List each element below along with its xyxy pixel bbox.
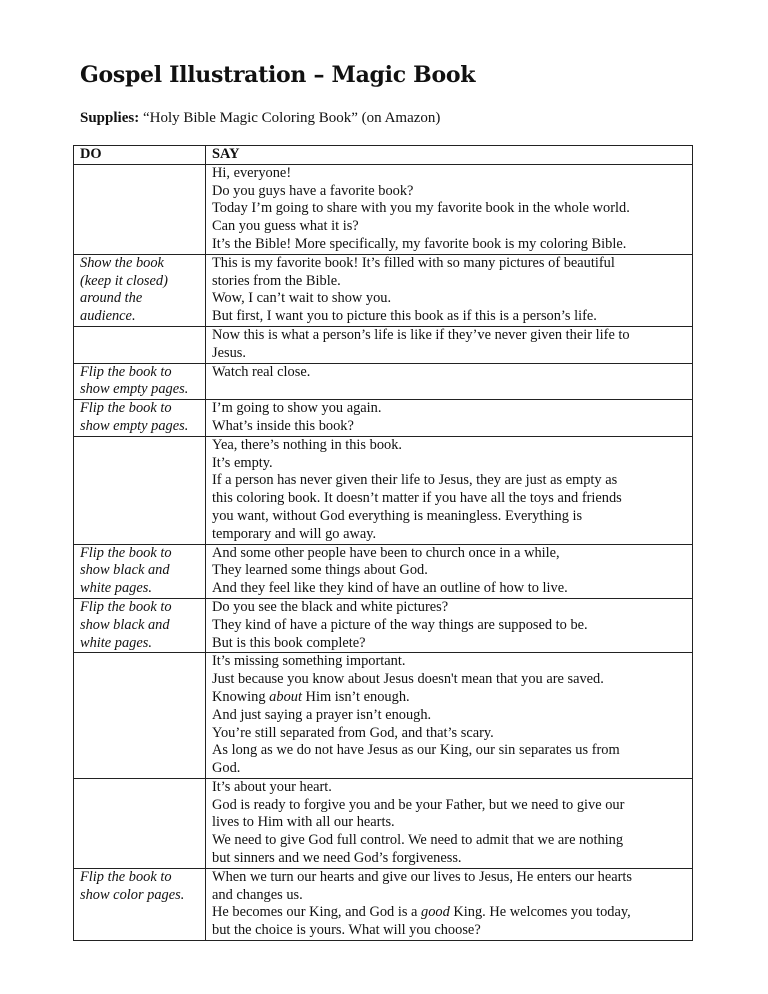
header-say: SAY [206,146,693,165]
say-line: And some other people have been to church once in a while, [212,544,560,561]
say-line: What’s inside this book? [212,417,354,434]
say-cell [206,363,693,400]
say-line: and changes us. [212,886,303,903]
say-cell [206,778,693,868]
say-line: It’s missing something important. [212,653,406,670]
say-line: God is ready to forgive you and be your Father, but we need to give our [212,796,625,813]
say-line-part: King. He welcomes you today, [449,904,631,921]
do-cell [74,254,206,326]
do-line: Show the book [80,254,164,271]
do-cell [74,598,206,652]
do-cell [74,436,206,544]
do-line: white pages. [80,634,152,651]
do-cell [74,868,206,940]
say-cell [206,326,693,363]
say-line: lives to Him with all our hearts. [212,814,395,831]
say-line: It’s about your heart. [212,778,332,795]
say-line: Jesus. [212,344,246,361]
say-line: They kind of have a picture of the way things are supposed to be. [212,616,588,633]
supplies-label: Supplies: [80,110,140,126]
table-row [74,400,693,437]
say-line-part: Him isn’t enough. [301,688,410,705]
say-line: but the choice is yours. What will you choose? [212,922,481,939]
say-line: but sinners and we need God’s forgiveness. [212,850,462,867]
do-line: Flip the book to [80,400,172,417]
say-line: We need to give God full control. We need to admit that we are nothing [212,832,624,849]
do-cell [74,544,206,598]
say-line: Do you see the black and white pictures? [212,598,449,615]
say-cell [206,400,693,437]
say-line: If a person has never given their life to Jesus, they are just as empty as [212,472,618,489]
say-line: As long as we do not have Jesus as our King, our sin separates us from [212,742,620,759]
say-line-part: Knowing [212,688,270,705]
do-say-table [73,145,693,941]
table-row [74,598,693,652]
do-cell [74,164,206,254]
do-line: show empty pages. [80,417,189,434]
say-line: And just saying a prayer isn’t enough. [212,706,432,723]
say-line: But first, I want you to picture this book as if this is a person’s life. [212,308,597,325]
do-line: audience. [80,308,136,325]
say-cell [206,436,693,544]
say-line: You’re still separated from God, and that’s scary. [212,724,494,741]
do-line: (keep it closed) [80,272,168,289]
say-cell [206,254,693,326]
say-line: It’s the Bible! More specifically, my favorite book is my coloring Bible. [212,235,627,252]
say-line-emphasis: about [269,688,302,705]
do-line: Flip the book to [80,598,172,615]
table-row [74,653,693,779]
do-cell [74,653,206,779]
do-line: Flip the book to [80,868,172,885]
do-line: around the [80,290,143,307]
table-row [74,544,693,598]
do-cell [74,363,206,400]
say-cell [206,164,693,254]
do-line: Flip the book to [80,544,172,561]
say-line: temporary and will go away. [212,525,377,542]
say-line [212,904,686,922]
say-line: Yea, there’s nothing in this book. [212,436,403,453]
do-line: show empty pages. [80,381,189,398]
do-cell [74,778,206,868]
say-line: you want, without God everything is meaningless. Everything is [212,507,583,524]
say-line: Just because you know about Jesus doesn't mean that you are saved. [212,671,604,688]
do-cell [74,326,206,363]
page-title: Gospel Illustration – Magic Book [80,62,476,88]
table-row [74,436,693,544]
say-cell [206,653,693,779]
do-line: show color pages. [80,886,185,903]
say-line [212,689,686,707]
header-do: DO [74,146,206,165]
say-line: And they feel like they kind of have an outline of how to live. [212,580,568,597]
say-line: They learned some things about God. [212,562,428,579]
say-line: Can you guess what it is? [212,218,359,235]
table-body [74,164,693,940]
say-line: this coloring book. It doesn’t matter if you have all the toys and friends [212,490,622,507]
say-line-part: He becomes our King, and God is a [212,904,422,921]
table-row [74,326,693,363]
say-line: stories from the Bible. [212,272,341,289]
say-line: It’s empty. [212,454,273,471]
say-line: Now this is what a person’s life is like if they’ve never given their life to [212,326,630,343]
say-line: Today I’m going to share with you my favorite book in the whole world. [212,200,630,217]
say-line-emphasis: good [421,904,450,921]
do-line: Flip the book to [80,363,172,380]
table-row [74,778,693,868]
say-line: Wow, I can’t wait to show you. [212,290,392,307]
say-line: This is my favorite book! It’s filled with so many pictures of beautiful [212,254,615,271]
table-row [74,363,693,400]
say-line: When we turn our hearts and give our lives to Jesus, He enters our hearts [212,868,633,885]
say-line: Hi, everyone! [212,164,292,181]
say-line: But is this book complete? [212,634,366,651]
supplies-line [80,110,440,127]
do-line: show black and [80,616,170,633]
table-row [74,868,693,940]
table-row [74,254,693,326]
say-line: Do you guys have a favorite book? [212,182,414,199]
say-cell [206,598,693,652]
say-line: God. [212,760,241,777]
say-line: I’m going to show you again. [212,400,382,417]
supplies-text: “Holy Bible Magic Coloring Book” (on Amazon) [142,110,441,126]
say-cell [206,868,693,940]
table-header-row [74,146,693,165]
table-row [74,164,693,254]
do-line: show black and [80,562,170,579]
say-cell [206,544,693,598]
do-cell [74,400,206,437]
say-line: Watch real close. [212,363,311,380]
do-line: white pages. [80,580,152,597]
